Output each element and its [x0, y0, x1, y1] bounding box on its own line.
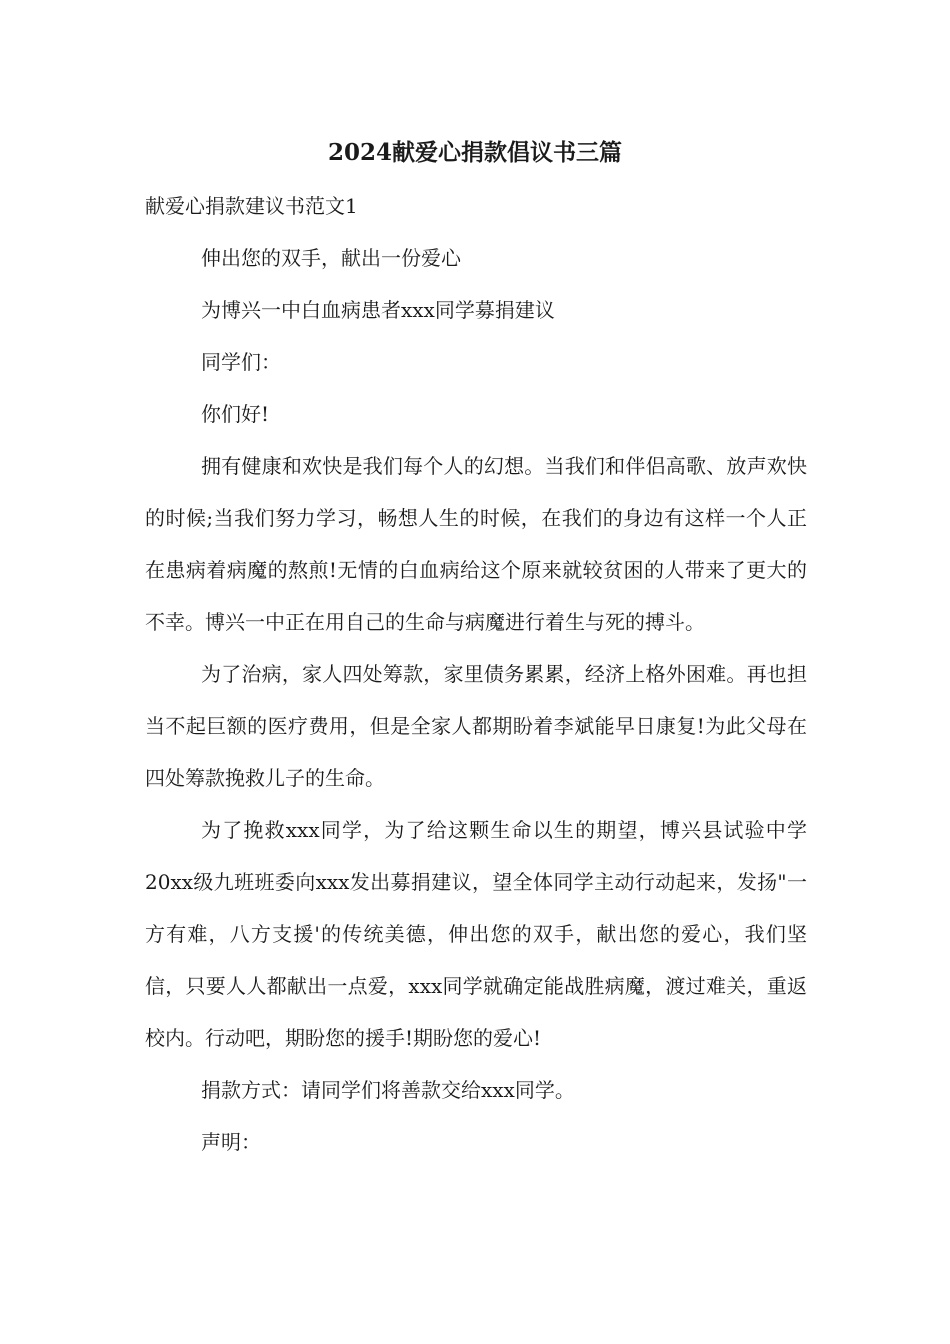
body-paragraph-3: 为了挽救xxx同学，为了给这颗生命以生的期望，博兴县试验中学20xx级九班班委向xxx发出募捐建议，望全体同学主动行动起来，发扬"一方有难，八方支援'的传统美德，伸出您的双手，献出您的爱心，我们坚信，只要人人都献出一点爱，xxx同学就确定能战胜病魔，渡过难关，重返校内。行动吧，期盼您的援手!期盼您的爱心! [145, 818, 807, 1050]
donation-method-line: 捐款方式：请同学们将善款交给xxx同学。 [201, 1078, 575, 1102]
greeting-line: 你们好! [201, 402, 270, 426]
document-body [145, 180, 807, 1168]
document-title: 2024献爱心捐款倡议书三篇 [327, 139, 622, 166]
slogan-line: 伸出您的双手，献出一份爱心 [201, 246, 461, 270]
salutation-line: 同学们： [201, 350, 281, 374]
body-paragraph-1: 拥有健康和欢快是我们每个人的幻想。当我们和伴侣高歌、放声欢快 的时候;当我们努力学习，畅想人生的时候，在我们的身边有这样一个人正在患病着病魔的熬煎!无情的白血病给这个原来就较贫困的人带来了更大的不幸。博兴一中正在用自己的生命与病魔进行着生与死的搏斗。 [145, 454, 807, 634]
section-heading: 献爱心捐款建议书范文1 [145, 194, 358, 218]
subject-line: 为博兴一中白血病患者xxx同学募捐建议 [201, 298, 555, 322]
body-paragraph-2: 为了治病，家人四处筹款，家里债务累累，经济上格外困难。再也担当不起巨额的医疗费用，但是全家人都期盼着李斌能早日康复!为此父母在四处筹款挽救儿子的生命。 [145, 662, 807, 790]
statement-label: 声明： [201, 1130, 261, 1154]
